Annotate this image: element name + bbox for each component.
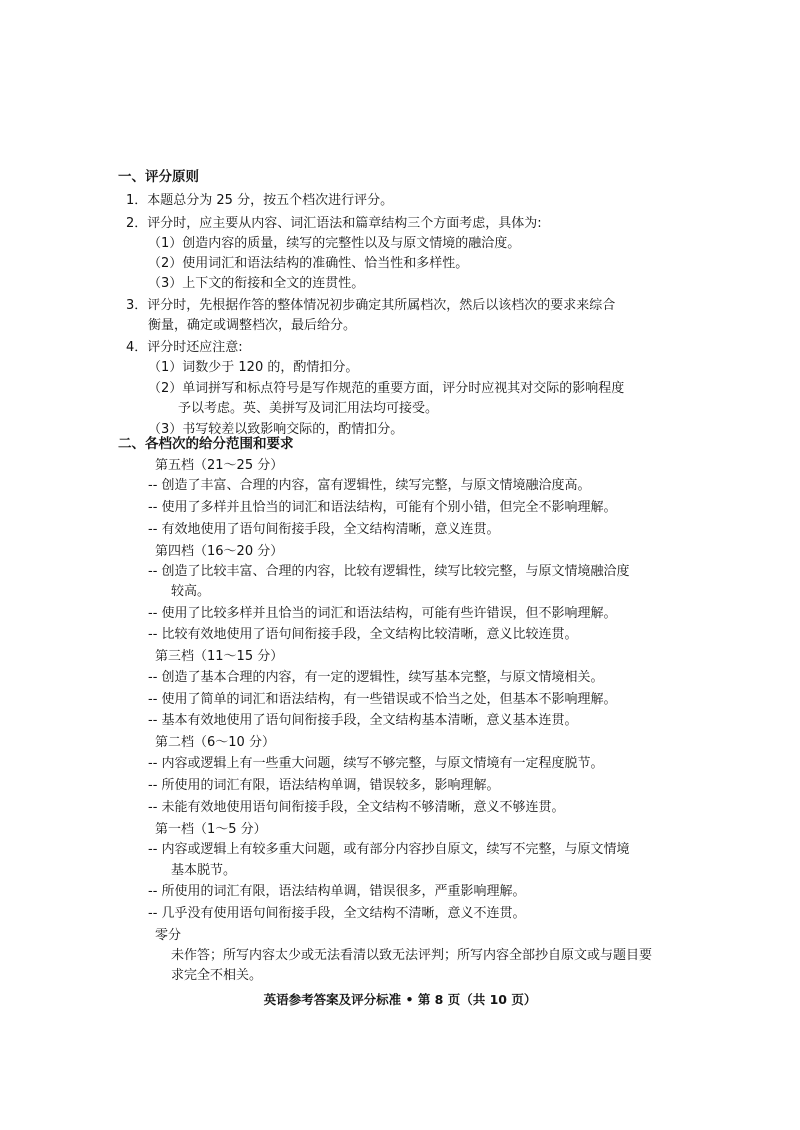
level-criterion: -- 未能有效地使用语句间衔接手段，全文结构不够清晰，意义不够连贯。: [148, 800, 565, 815]
principle-line: 1．本题总分为 25 分，按五个档次进行评分。: [126, 193, 394, 208]
level-heading-2: 第二档（6～10 分）: [155, 735, 275, 750]
principle-line: 4．评分时还应注意:: [126, 340, 243, 355]
level-criterion: -- 创造了基本合理的内容，有一定的逻辑性，续写基本完整，与原文情境相关。: [148, 670, 604, 685]
level-criterion: -- 有效地使用了语句间衔接手段，全文结构清晰，意义连贯。: [148, 522, 500, 537]
principle-line: （3）书写较差以致影响交际的，酌情扣分。: [148, 422, 404, 437]
principle-line: 予以考虑。英、美拼写及词汇用法均可接受。: [178, 401, 439, 416]
level-criterion: 基本脱节。: [171, 863, 237, 878]
level-criterion: -- 基本有效地使用了语句间衔接手段，全文结构基本清晰，意义基本连贯。: [148, 713, 578, 728]
section-heading-scoring-principles: 一、评分原则: [118, 169, 199, 185]
level-heading-3: 第三档（11～15 分）: [155, 649, 284, 664]
level-criterion: -- 使用了简单的词汇和语法结构，有一些错误或不恰当之处，但基本不影响理解。: [148, 692, 617, 707]
level-criterion: -- 使用了多样并且恰当的词汇和语法结构，可能有个别小错，但完全不影响理解。: [148, 500, 617, 515]
level-criterion: -- 比较有效地使用了语句间衔接手段，全文结构比较清晰，意义比较连贯。: [148, 627, 578, 642]
level-criterion: 求完全不相关。: [171, 968, 263, 983]
level-criterion: -- 几乎没有使用语句间衔接手段，全文结构不清晰，意义不连贯。: [148, 906, 526, 921]
principle-line: （1）词数少于 120 的，酌情扣分。: [148, 360, 359, 375]
level-criterion: -- 所使用的词汇有限，语法结构单调，错误较多，影响理解。: [148, 778, 500, 793]
level-criterion: 未作答；所写内容太少或无法看清以致无法评判；所写内容全部抄自原文或与题目要: [171, 948, 653, 963]
principle-line: （3）上下文的衔接和全文的连贯性。: [148, 276, 365, 291]
section-heading-score-levels: 二、各档次的给分范围和要求: [118, 436, 294, 452]
principle-line: 3．评分时，先根据作答的整体情况初步确定其所属档次，然后以该档次的要求来综合: [126, 298, 616, 313]
principle-line: （2）单词拼写和标点符号是写作规范的重要方面，评分时应视其对交际的影响程度: [148, 381, 625, 396]
level-heading-0: 零分: [155, 928, 182, 943]
level-criterion: -- 创造了比较丰富、合理的内容，比较有逻辑性，续写比较完整，与原文情境融洽度: [148, 564, 630, 579]
level-criterion: 较高。: [171, 584, 211, 599]
principle-line: 衡量，确定或调整档次，最后给分。: [148, 318, 357, 333]
principle-line: 2．评分时，应主要从内容、词汇语法和篇章结构三个方面考虑，具体为:: [126, 216, 542, 231]
principle-line: （1）创造内容的质量，续写的完整性以及与原文情境的融洽度。: [148, 236, 521, 251]
level-heading-4: 第四档（16～20 分）: [155, 544, 284, 559]
level-criterion: -- 使用了比较多样并且恰当的词汇和语法结构，可能有些许错误，但不影响理解。: [148, 606, 617, 621]
level-criterion: -- 内容或逻辑上有较多重大问题，或有部分内容抄自原文，续写不完整，与原文情境: [148, 842, 630, 857]
principle-line: （2）使用词汇和语法结构的准确性、恰当性和多样性。: [148, 256, 469, 271]
page-footer: 英语参考答案及评分标准 • 第 8 页（共 10 页）: [263, 992, 537, 1007]
level-criterion: -- 内容或逻辑上有一些重大问题，续写不够完整，与原文情境有一定程度脱节。: [148, 756, 604, 771]
level-criterion: -- 创造了丰富、合理的内容，富有逻辑性，续写完整，与原文情境融洽度高。: [148, 478, 591, 493]
level-criterion: -- 所使用的词汇有限，语法结构单调，错误很多，严重影响理解。: [148, 884, 526, 899]
level-heading-5: 第五档（21～25 分）: [155, 458, 284, 473]
level-heading-1: 第一档（1～5 分）: [155, 822, 267, 837]
